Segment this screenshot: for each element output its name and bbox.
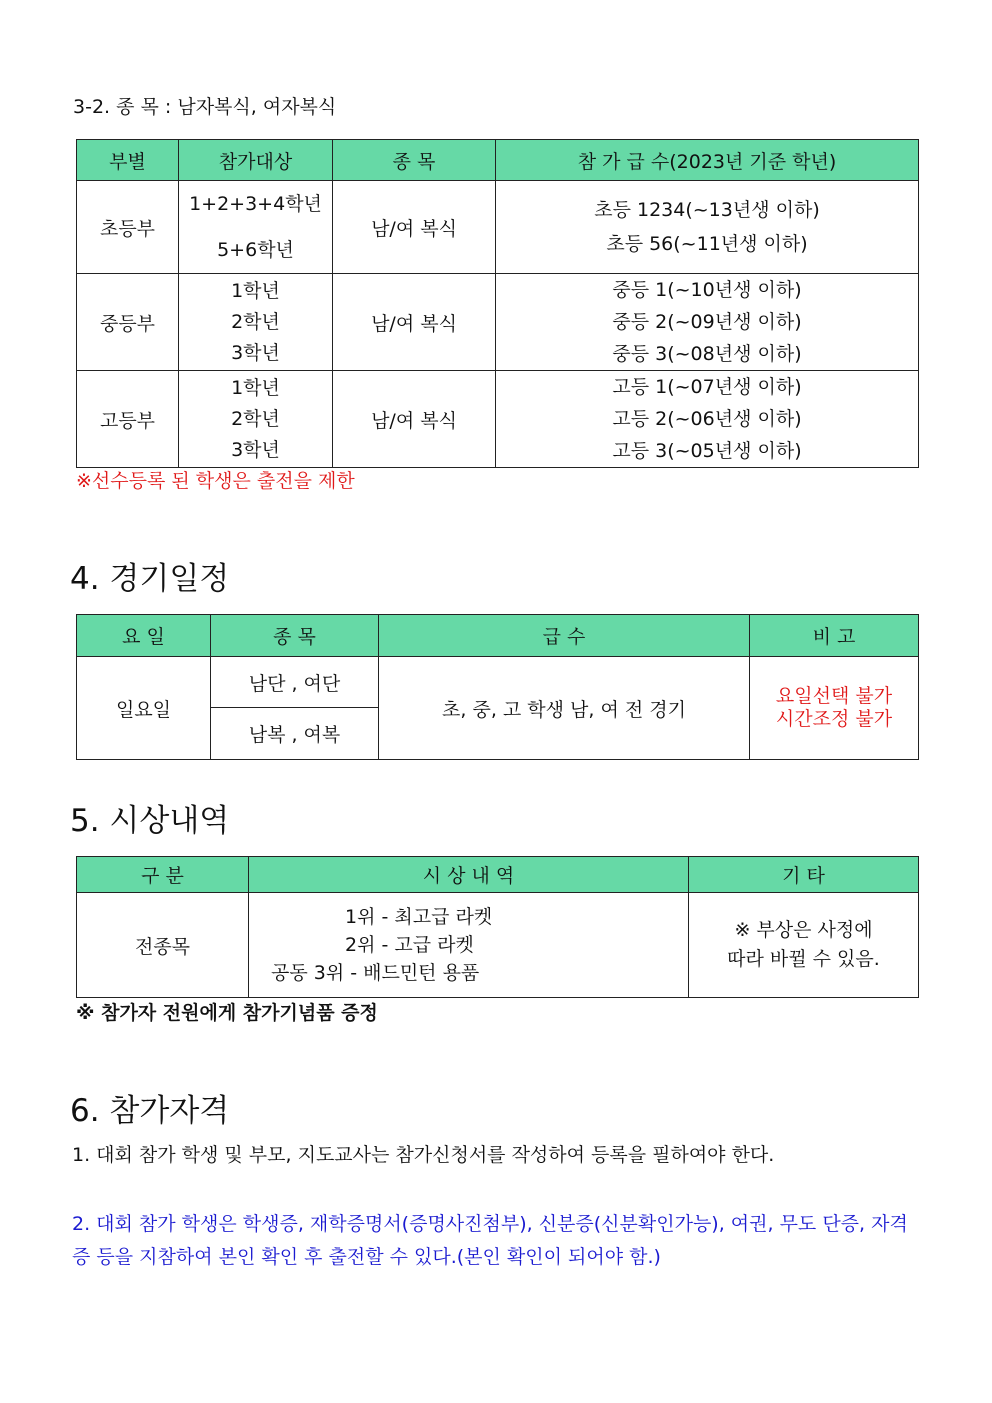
col-header-event: 종 목 [211,615,379,657]
section-6-title: 6. 참가자격 [70,1093,230,1129]
awards-table [76,856,919,998]
category-cell: 전종목 [77,893,249,998]
table-row [77,371,919,468]
event-cell: 남/여 복식 [333,371,496,468]
souvenir-note: ※ 참가자 전원에게 참가기념품 증정 [76,1002,378,1024]
table-row [77,657,919,708]
table-row [77,893,919,998]
grade-cell: 초등 1234(~13년생 이하) 초등 56(~11년생 이하) [496,181,919,274]
schedule-table [76,614,919,760]
event-cell: 남/여 복식 [333,274,496,371]
grade-cell: 고등 1(~07년생 이하) 고등 2(~06년생 이하) 고등 3(~05년생 이하) [496,371,919,468]
eligibility-note: ※선수등록 된 학생은 출전을 제한 [76,470,355,492]
col-header-division: 부별 [77,140,179,181]
table-row [77,274,919,371]
target-cell: 1학년 2학년 3학년 [179,274,333,371]
table-row [77,181,919,274]
target-cell: 1+2+3+4학년 5+6학년 [179,181,333,274]
grade-cell: 초, 중, 고 학생 남, 여 전 경기 [379,657,750,760]
section-3-2-title: 3-2. 종 목 : 남자복식, 여자복식 [73,96,337,118]
event-cell: 남단 , 여단 [211,657,379,708]
col-header-event: 종 목 [333,140,496,181]
event-cell: 남복 , 여복 [211,708,379,760]
division-cell: 중등부 [77,274,179,371]
col-header-remarks: 비 고 [750,615,919,657]
col-header-etc: 기 타 [689,857,919,893]
division-cell: 고등부 [77,371,179,468]
section-5-title: 5. 시상내역 [70,803,230,839]
col-header-grade: 급 수 [379,615,750,657]
events-table [76,139,919,468]
col-header-day: 요 일 [77,615,211,657]
grade-cell: 중등 1(~10년생 이하) 중등 2(~09년생 이하) 중등 3(~08년생 이하) [496,274,919,371]
day-cell: 일요일 [77,657,211,760]
eligibility-item-1: 1. 대회 참가 학생 및 부모, 지도교사는 참가신청서를 작성하여 등록을 필하여야 한다. [72,1144,775,1166]
eligibility-item-2: 2. 대회 참가 학생은 학생증, 재학증명서(증명사진첨부), 신분증(신분확인가능), 여권, 무도 단증, 자격증 등을 지참하여 본인 확인 후 출전할 수 있다.(본인 확인이 되어야 함.) [72,1213,908,1268]
section-4-title: 4. 경기일정 [70,561,230,597]
col-header-target: 참가대상 [179,140,333,181]
col-header-awards: 시 상 내 역 [249,857,689,893]
etc-cell: ※ 부상은 사정에 따라 바뀔 수 있음. [689,893,919,998]
col-header-category: 구 분 [77,857,249,893]
division-cell: 초등부 [77,181,179,274]
remarks-cell: 요일선택 불가 시간조정 불가 [750,657,919,760]
awards-cell: 1위 - 최고급 라켓 2위 - 고급 라켓 공동 3위 - 배드민턴 용품 [249,893,689,998]
target-cell: 1학년 2학년 3학년 [179,371,333,468]
event-cell: 남/여 복식 [333,181,496,274]
col-header-grade: 참 가 급 수(2023년 기준 학년) [496,140,919,181]
